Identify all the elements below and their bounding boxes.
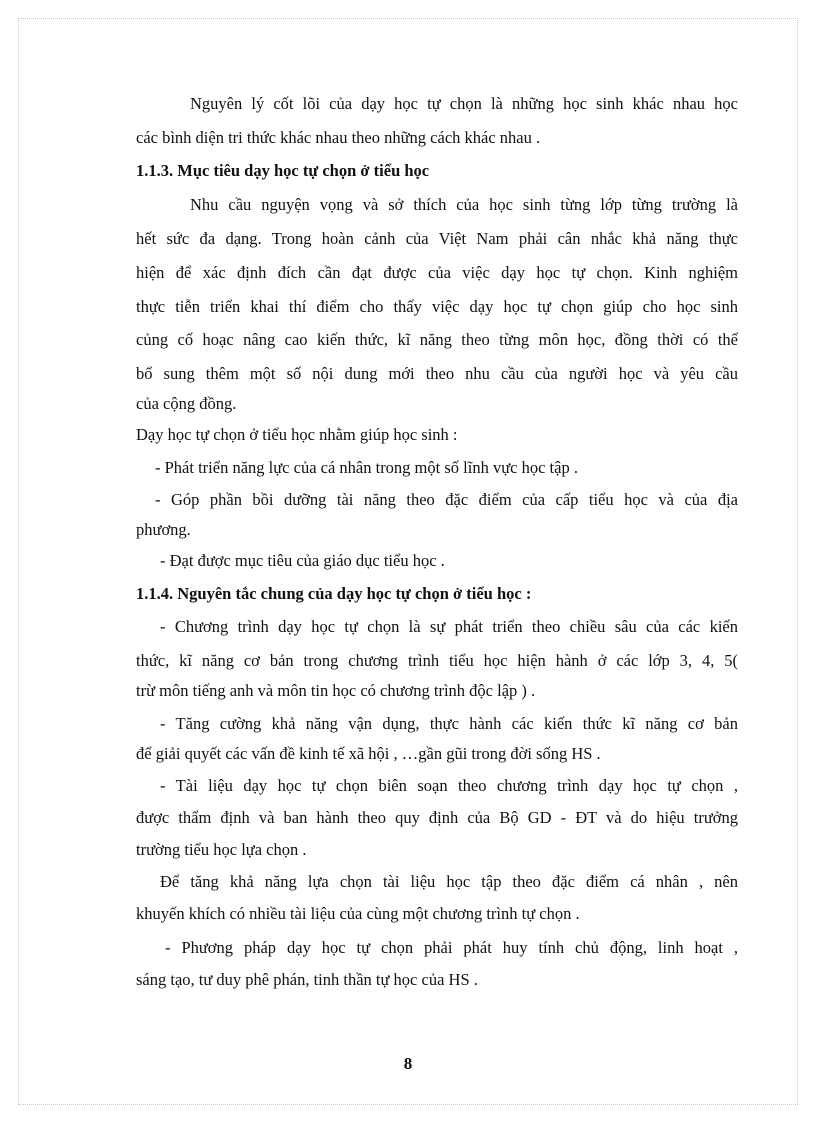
text-line: của cộng đồng. [136, 394, 237, 413]
page-number: 8 [403, 1054, 413, 1073]
section-heading: 1.1.4. Nguyên tắc chung của dạy học tự chọn ở tiểu học : [136, 584, 532, 603]
bullet-item: - Phương pháp dạy học tự chọn phải phát huy tính chủ động, linh hoạt , [165, 938, 738, 957]
section-heading: 1.1.3. Mục tiêu dạy học tự chọn ở tiểu học [136, 161, 430, 180]
text-line: bổ sung thêm một số nội dung mới theo nhu cầu của người học và yêu cầu [136, 364, 738, 383]
text-line: Để tăng khả năng lựa chọn tài liệu học tập theo đặc điểm cá nhân , nên [160, 872, 738, 891]
bullet-item: - Phát triển năng lực của cá nhân trong một số lĩnh vực học tập . [155, 458, 578, 477]
text-line: sáng tạo, tư duy phê phán, tinh thần tự học của HS . [136, 970, 478, 989]
text-line: hết sức đa dạng. Trong hoàn cảnh của Việt Nam phải cân nhắc khả năng thực [136, 229, 738, 248]
bullet-item: - Đạt được mục tiêu của giáo dục tiểu học . [160, 551, 445, 570]
text-line: khuyến khích có nhiều tài liệu của cùng một chương trình tự chọn . [136, 904, 580, 923]
bullet-item: - Tăng cường khả năng vận dụng, thực hành các kiến thức kĩ năng cơ bản [160, 714, 738, 733]
text-line: trừ môn tiếng anh và môn tin học có chương trình độc lập ) . [136, 681, 536, 700]
text-line: thức, kĩ năng cơ bản trong chương trình tiểu học hiện hành ở các lớp 3, 4, 5( [136, 651, 738, 670]
text-line: được thẩm định và ban hành theo quy định của Bộ GD - ĐT và do hiệu trưởng [136, 808, 738, 827]
text-line: Nguyên lý cốt lõi của dạy học tự chọn là những học sinh khác nhau học [190, 94, 738, 113]
text-line: Nhu cầu nguyện vọng và sở thích của học sinh từng lớp từng trường là [190, 195, 738, 214]
bullet-item: - Chương trình dạy học tự chọn là sự phát triển theo chiều sâu của các kiến [160, 617, 738, 636]
text-line: phương. [136, 520, 191, 539]
text-line: Dạy học tự chọn ở tiểu học nhằm giúp học sinh : [136, 425, 458, 444]
text-line: thực tiễn triển khai thí điểm cho thấy việc dạy học tự chọn giúp cho học sinh [136, 297, 738, 316]
text-line: để giải quyết các vấn đề kinh tế xã hội , …gần gũi trong đời sống HS . [136, 744, 601, 763]
text-line: hiện để xác định đích cần đạt được của việc dạy học tự chọn. Kinh nghiệm [136, 263, 738, 282]
text-line: các bình diện tri thức khác nhau theo những cách khác nhau . [136, 128, 541, 147]
bullet-item: - Góp phần bồi dưỡng tài năng theo đặc điểm của cấp tiểu học và của địa [155, 490, 738, 509]
text-line: củng cố hoạc nâng cao kiến thức, kĩ năng theo từng môn học, đồng thời có thể [136, 330, 738, 349]
bullet-item: - Tài liệu dạy học tự chọn biên soạn theo chương trình dạy học tự chọn , [160, 776, 738, 795]
text-line: trường tiểu học lựa chọn . [136, 840, 307, 859]
